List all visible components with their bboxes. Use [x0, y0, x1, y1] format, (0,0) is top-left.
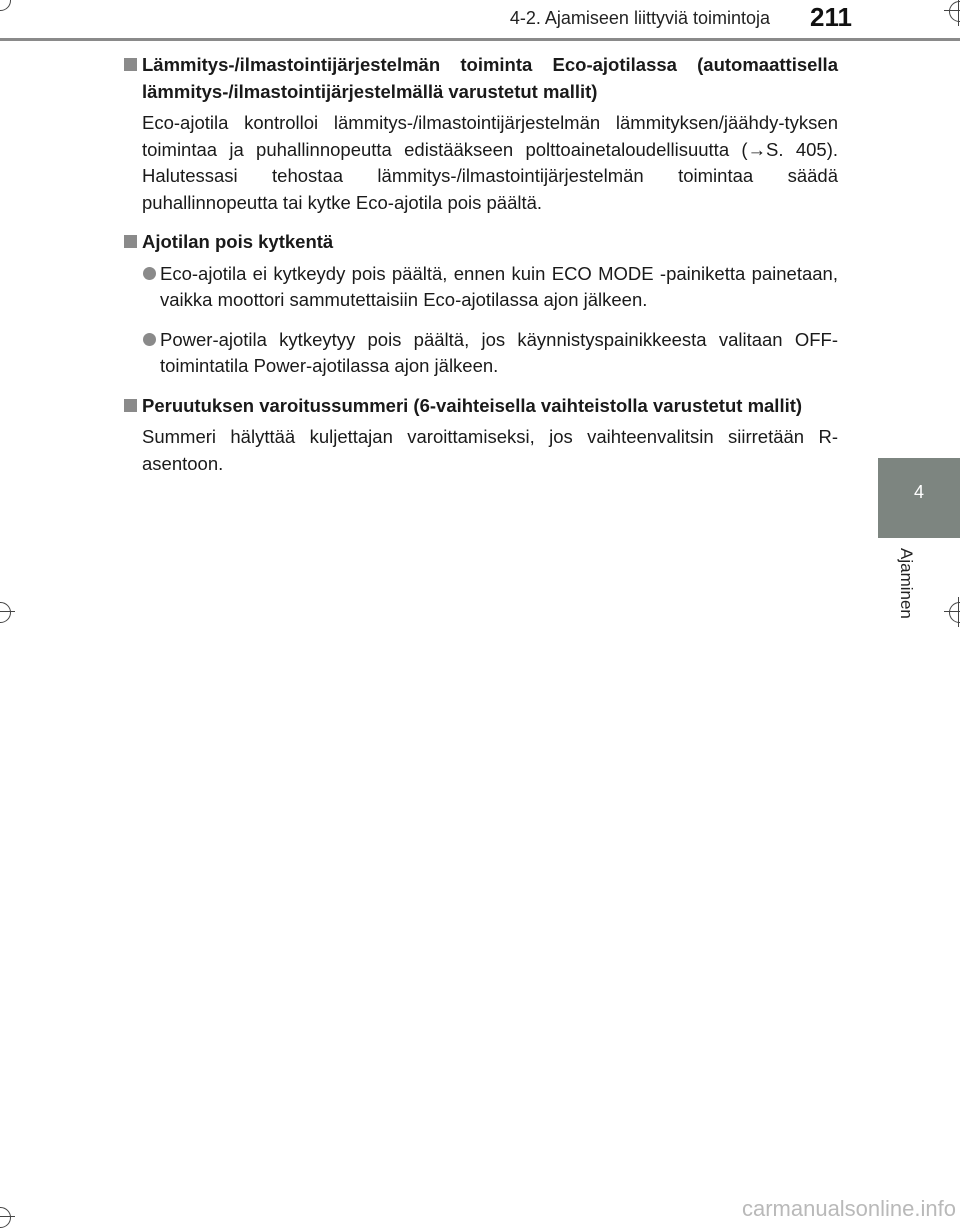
square-bullet-icon — [124, 58, 137, 71]
section-heading-text: Ajotilan pois kytkentä — [142, 231, 334, 252]
chapter-tab — [878, 458, 960, 538]
chapter-number: 4 — [913, 482, 924, 502]
header-rule — [0, 38, 960, 41]
circle-bullet-icon — [143, 333, 156, 346]
chapter-label: Ajaminen — [897, 548, 916, 619]
registration-mark-icon — [0, 597, 15, 627]
section-heading — [122, 229, 838, 256]
list-item — [122, 261, 838, 314]
registration-mark-icon — [0, 0, 15, 15]
watermark: carmanualsonline.info — [741, 1196, 956, 1221]
section-heading-text: Lämmitys-/ilmastointijärjestelmän toiminta Eco-ajotilassa (automaattisella lämmitys-/ilmastointijärjestelmällä varustetut mallit) — [142, 54, 838, 102]
circle-bullet-icon — [143, 267, 156, 280]
section-reverse-buzzer — [122, 393, 838, 478]
square-bullet-icon — [124, 399, 137, 412]
registration-mark-icon — [944, 597, 960, 627]
page-number: 211 — [810, 2, 852, 32]
section-heading — [122, 393, 838, 420]
square-bullet-icon — [124, 235, 137, 248]
section-body: Summeri hälyttää kuljettajan varoittamiseksi, jos vaihteenvalitsin siirretään R-asentoon. — [142, 426, 838, 474]
registration-mark-icon — [944, 0, 960, 26]
section-mode-off — [122, 229, 838, 380]
registration-mark-icon — [0, 1202, 15, 1232]
section-heading-text: Peruutuksen varoitussummeri (6-vaihteisella vaihteistolla varustetut mallit) — [142, 394, 803, 416]
section-heading — [122, 52, 838, 105]
list-item-text: Eco-ajotila ei kytkeydy pois päältä, ennen kuin ECO MODE -painiketta painetaan, vaikka moottori sammutettaisiin Eco-ajotilassa ajon jälkeen. — [160, 262, 838, 310]
section-eco-climate — [122, 52, 838, 216]
section-body: Eco-ajotila kontrolloi lämmitys-/ilmastointijärjestelmän lämmityksen/jäähdy-tyksen toimintaa ja puhallinnopeutta edistääkseen polttoainetaloudellisuutta (→S. 405). Halutessasi tehostaa lämmitys-/ilmastointijärjestelmän toimintaa säädä puhallinnopeutta tai kytke Eco-ajotila pois päältä. — [142, 112, 838, 213]
list-item — [122, 327, 838, 380]
page-content — [122, 52, 838, 490]
header-section-title: 4-2. Ajamiseen liittyviä toimintoja — [509, 8, 770, 28]
list-item-text: Power-ajotila kytkeytyy pois päältä, jos käynnistyspainikkeesta valitaan OFF-toimintatila Power-ajotilassa ajon jälkeen. — [160, 328, 838, 376]
